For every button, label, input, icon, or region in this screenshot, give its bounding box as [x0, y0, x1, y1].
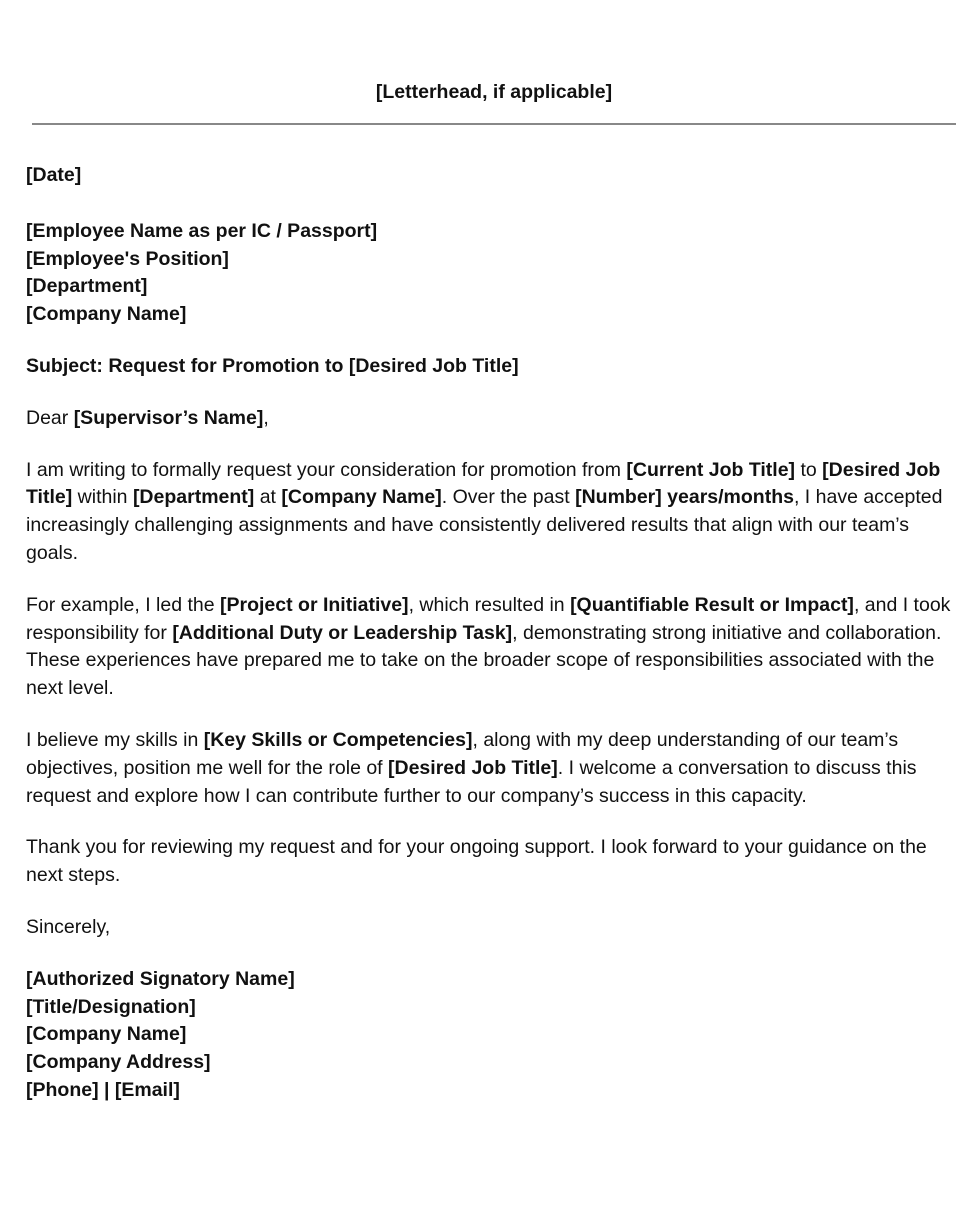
text: For example, I led the	[26, 593, 221, 616]
paragraph-thanks: Thank you for reviewing my request and for your ongoing support. I look forward to your guidance on the next steps.	[26, 836, 927, 887]
text: within	[72, 486, 133, 509]
text: to	[795, 458, 823, 481]
signatory-company: [Company Name]	[26, 1023, 187, 1046]
signatory-contact: [Phone] | [Email]	[26, 1078, 180, 1101]
date: [Date]	[26, 164, 82, 186]
placeholder-current-job-title: [Current Job Title]	[626, 458, 796, 481]
text: , and I took responsibility for	[26, 593, 951, 644]
placeholder-key-skills: [Key Skills or Competencies]	[203, 728, 473, 751]
placeholder-result: [Quantifiable Result or Impact]	[570, 593, 854, 616]
recipient-company: [Company Name]	[26, 303, 187, 326]
header-divider	[32, 123, 956, 125]
text: , which resulted in	[408, 593, 571, 616]
placeholder-desired-job-title: [Desired Job Title]	[26, 458, 941, 509]
signatory-title: [Title/Designation]	[26, 995, 196, 1018]
text: . I welcome a conversation to discuss this request and explore how I can contribute further to our company’s success in this capacity.	[26, 756, 917, 807]
recipient-block	[26, 218, 961, 329]
salutation-name: [Supervisor’s Name]	[73, 406, 264, 429]
signatory-name: [Authorized Signatory Name]	[26, 967, 295, 990]
text: I believe my skills in	[26, 728, 204, 751]
signature-block	[26, 966, 961, 1105]
date-line	[26, 162, 961, 190]
closing: Sincerely,	[26, 915, 111, 938]
text: I am writing to formally request your consideration for promotion from	[26, 458, 627, 481]
placeholder-desired-job-title: [Desired Job Title]	[388, 756, 558, 779]
placeholder-department: [Department]	[132, 486, 255, 509]
text: , demonstrating strong initiative and collaboration. These experiences have prepared me to take on the broader scope of responsibilities associated with the next level.	[26, 621, 942, 700]
letterhead: [Letterhead, if applicable]	[375, 81, 613, 103]
subject-line: Subject: Request for Promotion to [Desired Job Title]	[26, 354, 519, 377]
recipient-name: [Employee Name as per IC / Passport]	[26, 219, 378, 242]
recipient-department: [Department]	[26, 275, 148, 298]
signatory-address: [Company Address]	[26, 1051, 211, 1074]
salutation-suffix: ,	[263, 406, 269, 429]
salutation-prefix: Dear	[26, 406, 74, 429]
placeholder-company-name: [Company Name]	[281, 486, 442, 509]
placeholder-additional-duty: [Additional Duty or Leadership Task]	[172, 621, 513, 644]
placeholder-number-years: [Number] years/months	[575, 486, 794, 509]
paragraph-skills	[26, 727, 961, 810]
text: , along with my deep understanding of our team’s objectives, position me well for the role of	[26, 728, 899, 779]
text: , I have accepted increasingly challenging assignments and have consistently delivered results that align with our team’s goals.	[26, 486, 943, 564]
paragraph-example	[26, 592, 961, 703]
letter-body	[26, 162, 961, 1129]
text: . Over the past	[441, 486, 576, 509]
salutation	[26, 405, 961, 433]
text: at	[254, 486, 282, 509]
placeholder-project: [Project or Initiative]	[220, 593, 409, 616]
paragraph-request	[26, 457, 961, 568]
recipient-position: [Employee's Position]	[26, 247, 229, 270]
